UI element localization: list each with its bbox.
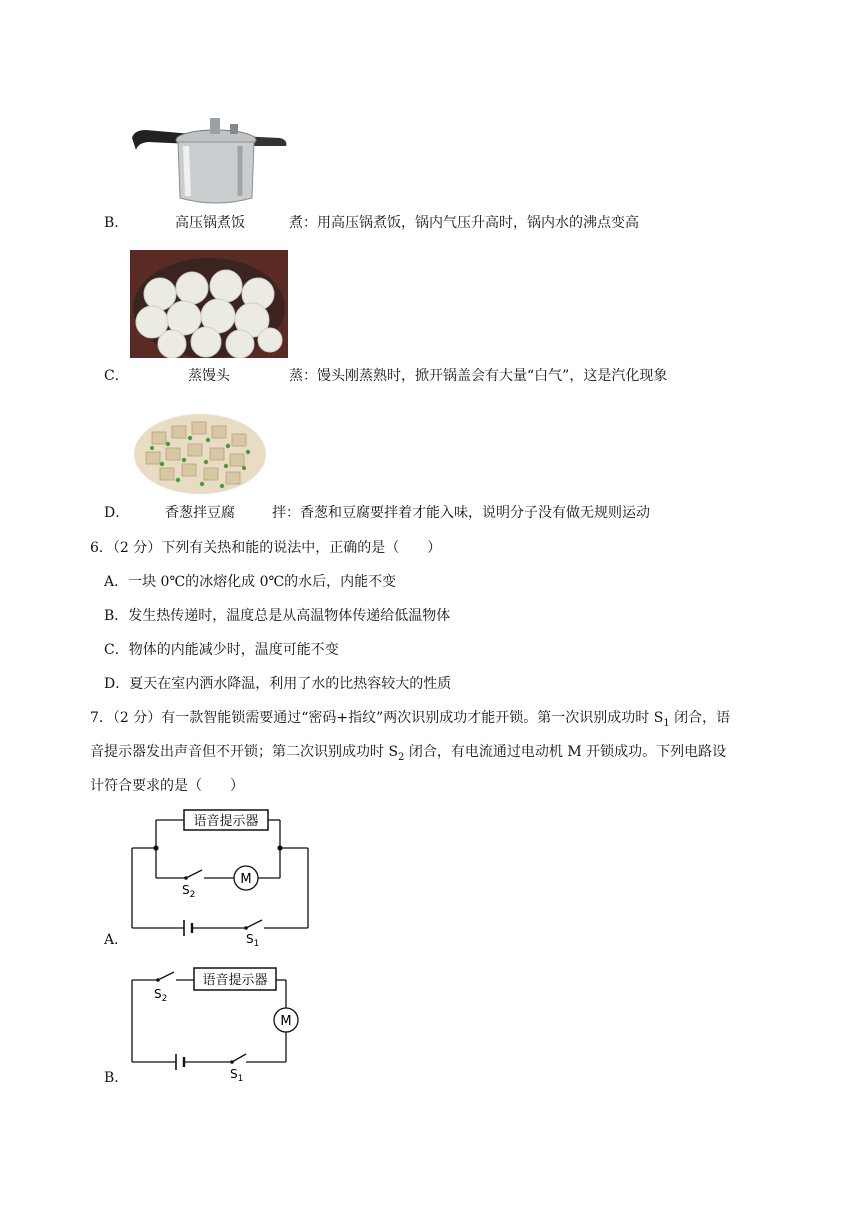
steamed-buns-image <box>130 250 288 358</box>
speaker-label: 语音提示器 <box>193 814 259 829</box>
circuit-b-diagram <box>128 960 304 1084</box>
switch-s2-label: $S_2$ <box>182 883 196 900</box>
option-b-letter: B． <box>104 215 129 231</box>
option-d-text: 拌：香葱和豆腐要拌着才能入味，说明分子没有做无规则运动 <box>272 505 650 521</box>
option-c-text: 蒸：馒头刚蒸熟时，掀开锅盖会有大量“白气”，这是汽化现象 <box>289 368 668 384</box>
switch-s2-label: $S_2$ <box>154 987 168 1004</box>
speaker-label: 语音提示器 <box>202 973 268 988</box>
question-6-stem: 6．（2 分）下列有关热和能的说法中，正确的是（ ） <box>90 540 442 556</box>
question-7-stem-line-3: 计符合要求的是（ ） <box>90 778 244 794</box>
question-7-stem-line-2: 音提示器发出声音但不开锁；第二次识别成功时 $S_2$ 闭合，有电流通过电动机 M 开锁成功。下列电路设 <box>90 744 727 763</box>
question-7-stem-line-1: 7．（2 分）有一款智能锁需要通过“密码+指纹”两次识别成功才能开锁。第一次识别成功时 $S_1$ 闭合，语 <box>90 710 731 729</box>
figure-caption: 高压锅煮饭 <box>175 215 245 231</box>
circuit-a-letter: A． <box>104 932 129 948</box>
circuit-b-letter: B． <box>104 1070 129 1086</box>
switch-s1-label: $S_1$ <box>230 1067 244 1084</box>
pressure-cooker-image <box>130 112 290 208</box>
question-6-option-b: B．发生热传递时，温度总是从高温物体传递给低温物体 <box>104 608 451 624</box>
pressure-cooker-figure <box>130 112 290 230</box>
question-6-option-d: D．夏天在室内洒水降温，利用了水的比热容较大的性质 <box>104 676 452 692</box>
circuit-a-diagram <box>128 806 314 946</box>
question-6-option-a: A．一块 0℃的冰熔化成 0℃的水后，内能不变 <box>104 574 397 590</box>
tofu-figure <box>132 404 268 520</box>
option-c-letter: C． <box>104 368 129 384</box>
motor-label: M <box>240 872 252 887</box>
figure-caption: 香葱拌豆腐 <box>165 505 235 521</box>
motor-label: M <box>280 1014 292 1029</box>
steamed-buns-figure <box>130 250 288 382</box>
figure-caption: 蒸馒头 <box>188 368 230 384</box>
question-6-option-c: C．物体的内能减少时，温度可能不变 <box>104 642 339 658</box>
tofu-image <box>132 404 268 496</box>
option-d-letter: D． <box>104 505 130 521</box>
switch-s1-label: $S_1$ <box>246 932 260 946</box>
option-b-text: 煮：用高压锅煮饭，锅内气压升高时，锅内水的沸点变高 <box>289 215 639 231</box>
